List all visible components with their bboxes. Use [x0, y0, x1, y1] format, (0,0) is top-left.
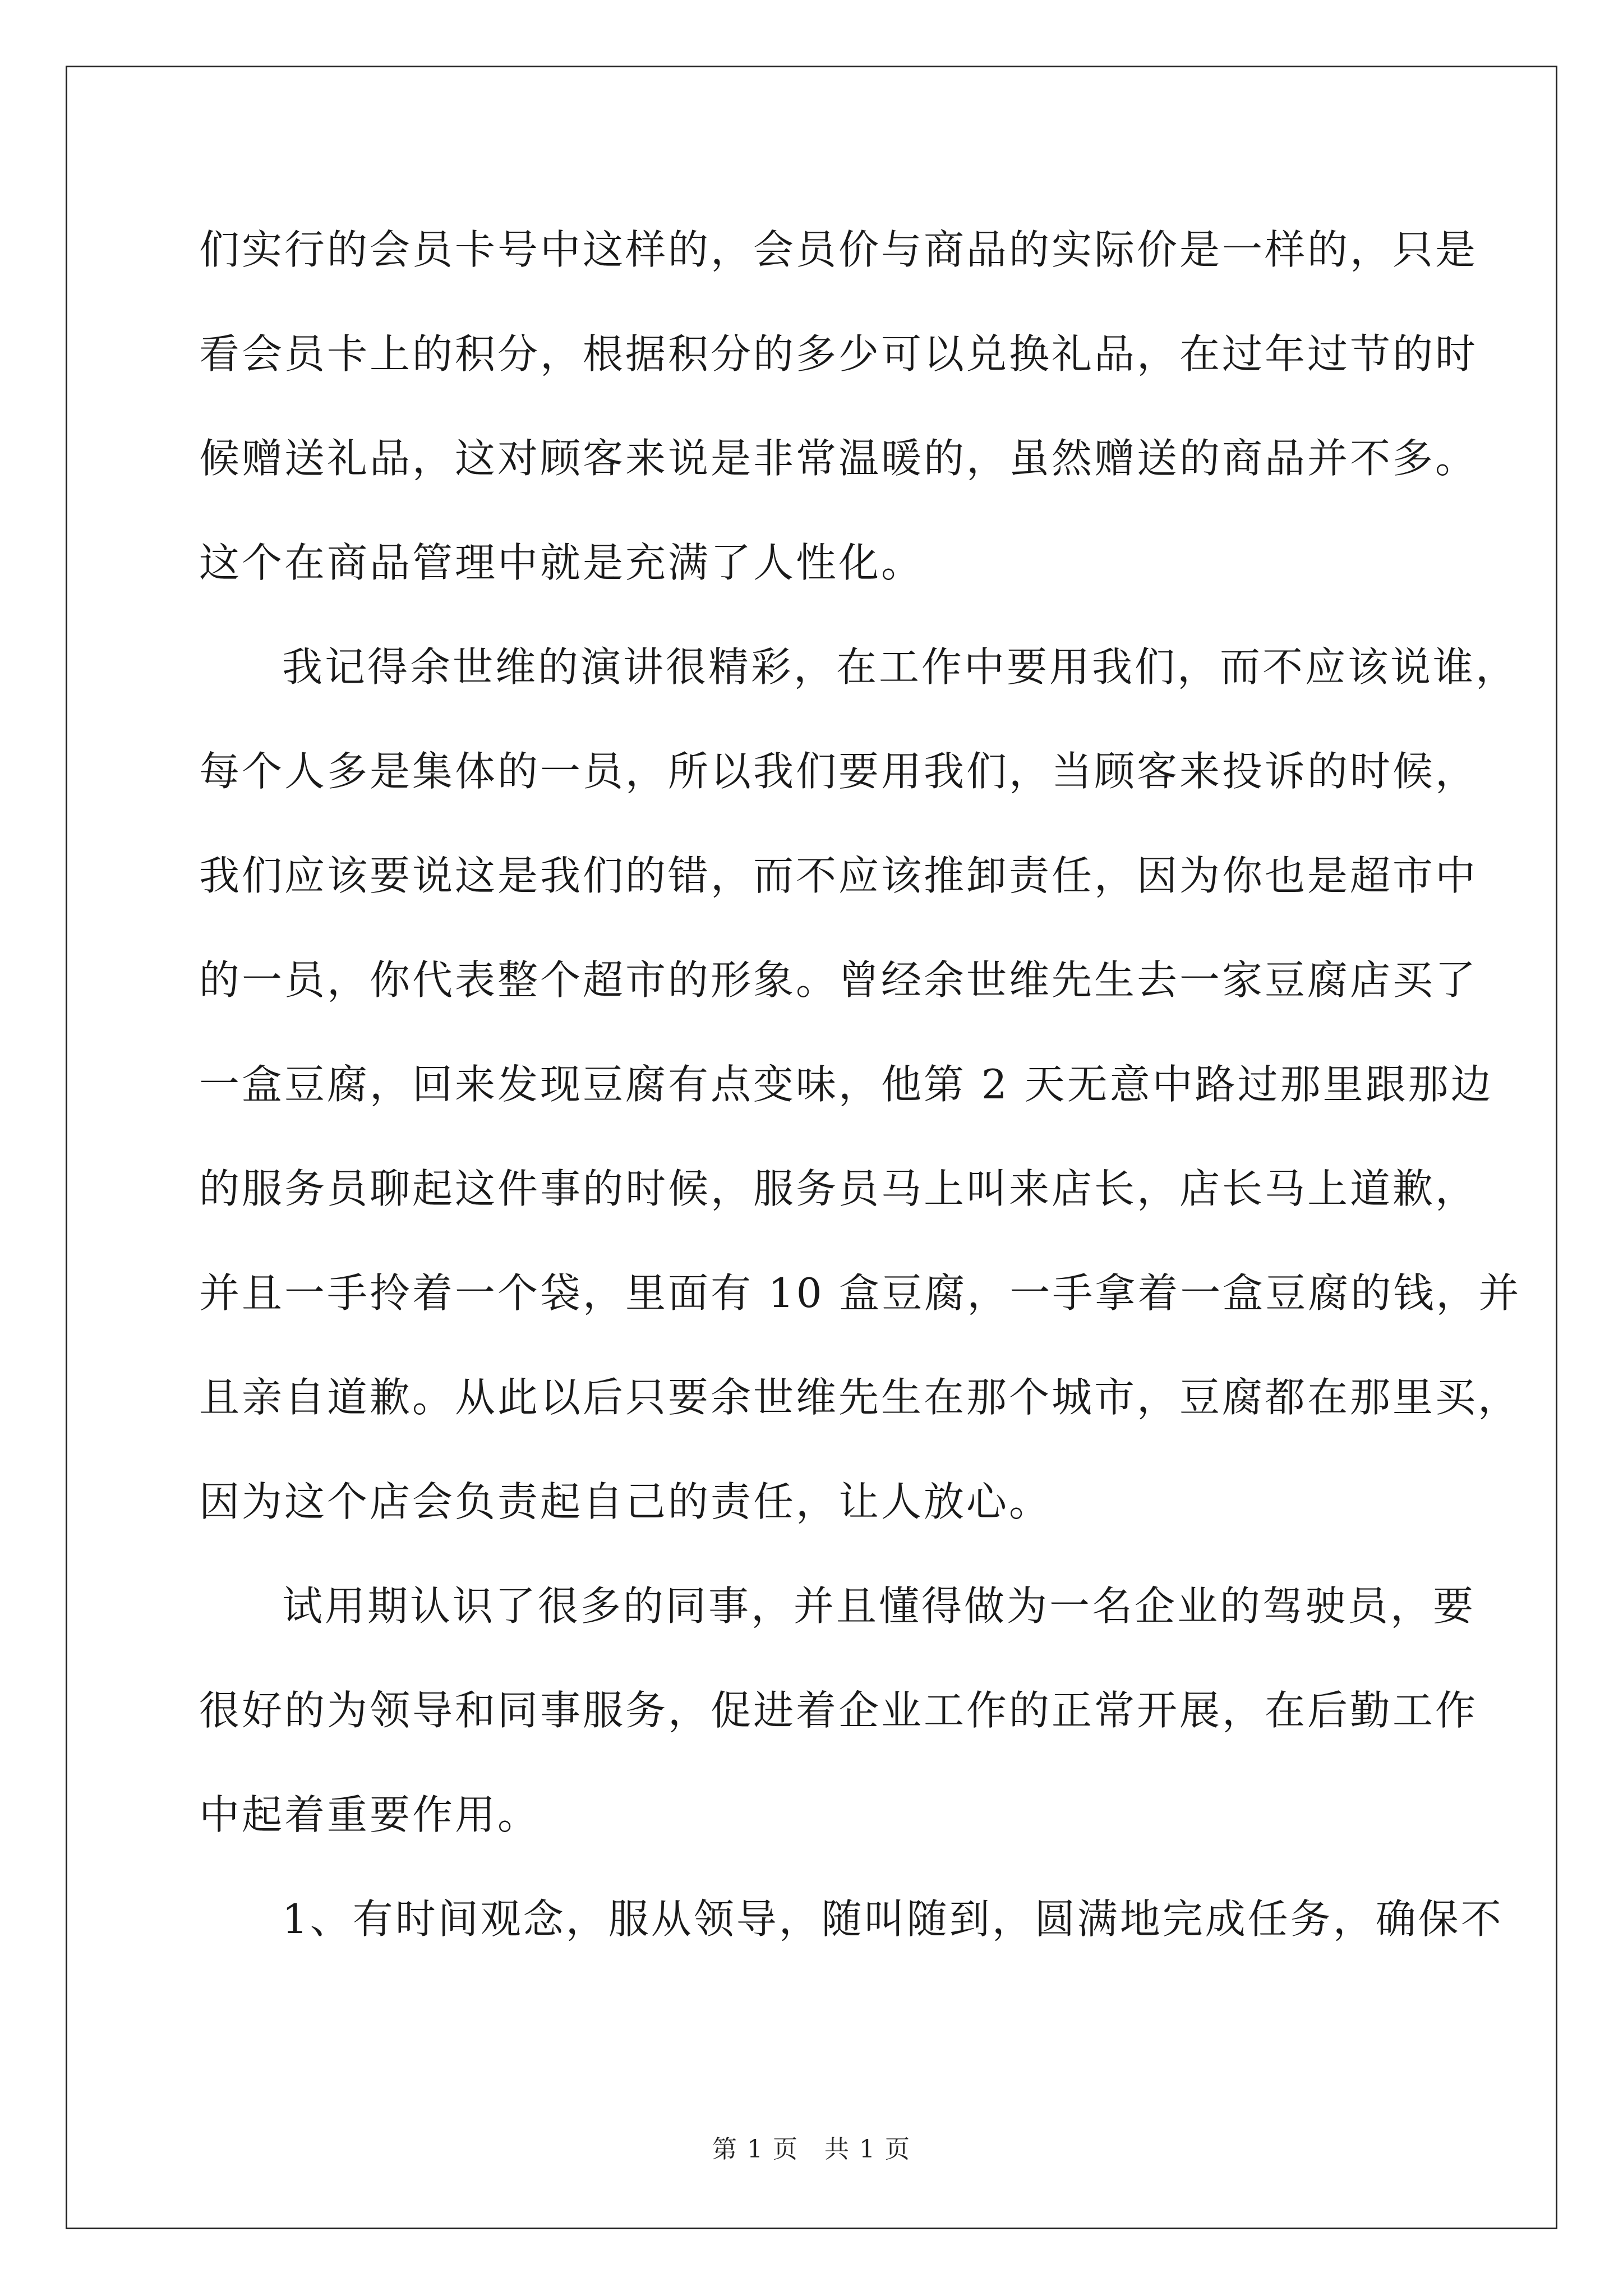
text-line: 且亲自道歉。从此以后只要余世维先生在那个城市，豆腐都在那里买，: [199, 1374, 1521, 1421]
list-item-line: 1、有时间观念，服从领导，随叫随到，圆满地完成任务，确保不: [282, 1895, 1504, 1943]
text-line: 们实行的会员卡号中这样的，会员价与商品的实际价是一样的，只是: [199, 226, 1478, 273]
text-line: 并且一手拎着一个袋，里面有 10 盒豆腐，一手拿着一盒豆腐的钱，并: [199, 1269, 1521, 1317]
text-line: 候赠送礼品，这对顾客来说是非常温暖的，虽然赠送的商品并不多。: [199, 435, 1478, 482]
text-line: 看会员卡上的积分，根据积分的多少可以兑换礼品，在过年过节的时: [199, 330, 1478, 378]
text-line: 中起着重要作用。: [199, 1791, 541, 1838]
text-line: 的一员，你代表整个超市的形象。曾经余世维先生去一家豆腐店买了: [199, 956, 1478, 1004]
text-line: 因为这个店会负责起自己的责任，让人放心。: [199, 1478, 1052, 1525]
text-line: 我们应该要说这是我们的错，而不应该推卸责任，因为你也是超市中: [199, 852, 1478, 899]
document-body: [199, 208, 1521, 1981]
paragraph-start-line: 我记得余世维的演讲很精彩，在工作中要用我们，而不应该说谁，: [282, 643, 1519, 691]
text-line: 很好的为领导和同事服务，促进着企业工作的正常开展，在后勤工作: [199, 1687, 1478, 1734]
page-footer: 第 1 页 共 1 页: [712, 2135, 911, 2164]
text-line: 的服务员聊起这件事的时候，服务员马上叫来店长，店长马上道歉，: [199, 1165, 1478, 1212]
paragraph-start-line: 试用期认识了很多的同事，并且懂得做为一名企业的驾驶员，要: [282, 1582, 1476, 1630]
text-line: 一盒豆腐，回来发现豆腐有点变味，他第 2 天无意中路过那里跟那边: [199, 1061, 1493, 1108]
text-line: 这个在商品管理中就是充满了人性化。: [199, 539, 924, 586]
text-line: 每个人多是集体的一员，所以我们要用我们，当顾客来投诉的时候，: [199, 748, 1478, 795]
